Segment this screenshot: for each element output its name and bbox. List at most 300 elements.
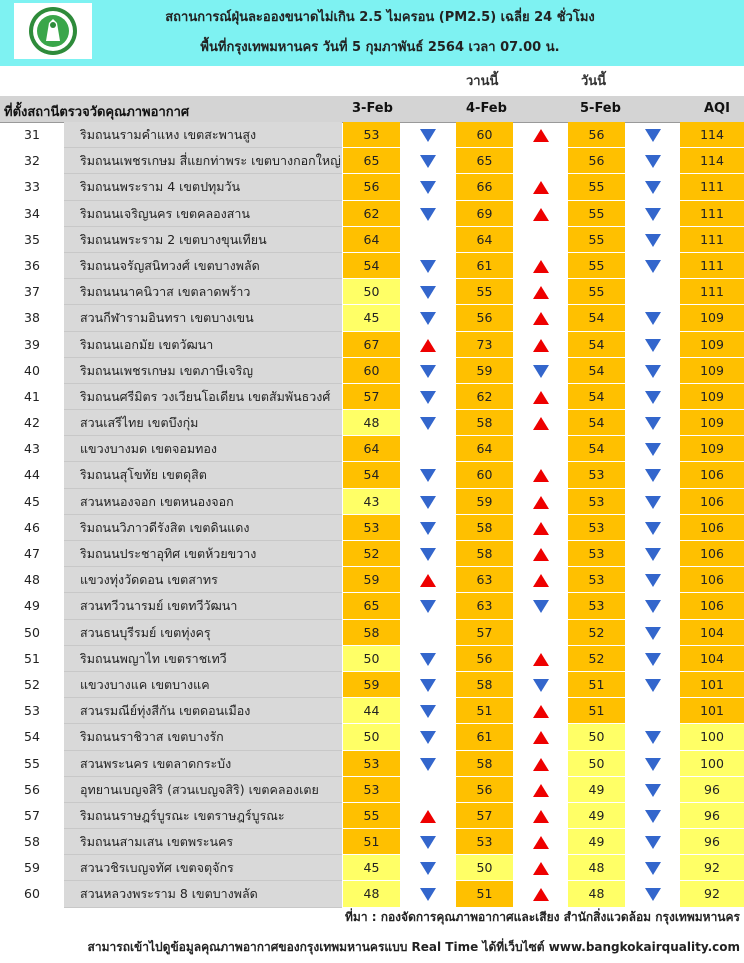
aqi-value: 106 [680, 541, 744, 567]
pm25-3feb: 59 [343, 567, 400, 593]
pm25-3feb: 50 [343, 646, 400, 672]
col-aqi: AQI [704, 101, 730, 116]
station-number: 38 [24, 310, 40, 326]
trend-down-icon [401, 201, 456, 227]
trend-down-icon [401, 253, 456, 279]
pm25-3feb: 43 [343, 489, 400, 515]
bma-logo [14, 3, 92, 59]
pm25-3feb: 53 [343, 122, 400, 148]
trend-none [626, 698, 681, 724]
table-row [0, 777, 744, 803]
title-line-2: พื้นที่กรุงเทพมหานคร วันที่ 5 กุมภาพันธ์ 2564 เวลา 07.00 น. [200, 40, 560, 55]
station-name: ริมถนนพระราม 4 เขตปทุมวัน [64, 174, 342, 200]
pm25-4feb: 50 [456, 855, 513, 881]
pm25-3feb: 59 [343, 672, 400, 698]
pm25-3feb: 57 [343, 384, 400, 410]
trend-down-icon [626, 227, 681, 253]
pm25-3feb: 54 [343, 253, 400, 279]
table-row [0, 253, 744, 279]
aqi-value: 104 [680, 646, 744, 672]
trend-down-icon [626, 384, 681, 410]
pm25-5feb: 55 [568, 279, 625, 305]
station-number: 39 [24, 336, 40, 352]
pm25-3feb: 50 [343, 724, 400, 750]
pm25-4feb: 61 [456, 253, 513, 279]
trend-down-icon [626, 253, 681, 279]
aqi-value: 101 [680, 672, 744, 698]
pm25-5feb: 55 [568, 174, 625, 200]
table-row [0, 122, 744, 148]
pm25-3feb: 62 [343, 201, 400, 227]
pm25-4feb: 51 [456, 881, 513, 907]
pm25-5feb: 55 [568, 201, 625, 227]
pm25-3feb: 52 [343, 541, 400, 567]
table-row [0, 279, 744, 305]
aqi-value: 114 [680, 148, 744, 174]
trend-none [401, 620, 456, 646]
pm25-5feb: 55 [568, 253, 625, 279]
station-name: แขวงทุ่งวัดดอน เขตสาทร [64, 567, 342, 593]
trend-down-icon [401, 593, 456, 619]
pm25-5feb: 53 [568, 515, 625, 541]
trend-down-icon [626, 436, 681, 462]
trend-down-icon [401, 672, 456, 698]
station-number: 52 [24, 676, 40, 692]
trend-down-icon [401, 122, 456, 148]
station-number: 60 [24, 886, 40, 902]
station-name: ริมถนนเพชรเกษม เขตภาษีเจริญ [64, 358, 342, 384]
station-name: สวนหลวงพระราม 8 เขตบางพลัด [64, 881, 342, 907]
trend-down-icon [626, 148, 681, 174]
pm25-4feb: 60 [456, 122, 513, 148]
trend-up-icon [514, 489, 569, 515]
trend-down-icon [401, 462, 456, 488]
table-row [0, 541, 744, 567]
station-number: 47 [24, 546, 40, 561]
trend-up-icon [401, 567, 456, 593]
pm25-3feb: 48 [343, 881, 400, 907]
trend-down-icon [401, 881, 456, 907]
pm25-5feb: 52 [568, 620, 625, 646]
trend-down-icon [401, 646, 456, 672]
trend-down-icon [626, 724, 681, 750]
station-name: ริมถนนจรัญสนิทวงศ์ เขตบางพลัด [64, 253, 342, 279]
pm25-5feb: 53 [568, 567, 625, 593]
table-row [0, 305, 744, 331]
station-name: ริมถนนสุโขทัย เขตดุสิต [64, 462, 342, 488]
pm25-4feb: 57 [456, 803, 513, 829]
station-name: สวนเสรีไทย เขตบึงกุ่ม [64, 410, 342, 436]
aqi-value: 100 [680, 724, 744, 750]
pm25-5feb: 53 [568, 593, 625, 619]
pm25-4feb: 64 [456, 436, 513, 462]
pm25-3feb: 54 [343, 462, 400, 488]
trend-down-icon [401, 489, 456, 515]
aqi-value: 109 [680, 436, 744, 462]
pm25-5feb: 52 [568, 646, 625, 672]
aqi-value: 92 [680, 855, 744, 881]
trend-up-icon [514, 751, 569, 777]
table-row [0, 227, 744, 253]
aqi-value: 101 [680, 698, 744, 724]
pm25-4feb: 57 [456, 620, 513, 646]
table-row [0, 332, 744, 358]
trend-up-icon [514, 305, 569, 331]
trend-up-icon [514, 724, 569, 750]
report-header [0, 0, 744, 66]
trend-down-icon [626, 567, 681, 593]
table-row [0, 384, 744, 410]
pm25-4feb: 60 [456, 462, 513, 488]
pm25-4feb: 51 [456, 698, 513, 724]
trend-down-icon [514, 593, 569, 619]
trend-down-icon [514, 358, 569, 384]
pm25-3feb: 53 [343, 751, 400, 777]
trend-up-icon [514, 541, 569, 567]
aqi-value: 106 [680, 515, 744, 541]
subheader-today: วันนี้ [581, 74, 607, 89]
trend-none [514, 227, 569, 253]
pm25-3feb: 50 [343, 279, 400, 305]
trend-down-icon [626, 646, 681, 672]
trend-down-icon [401, 515, 456, 541]
trend-none [514, 148, 569, 174]
pm25-4feb: 59 [456, 358, 513, 384]
pm25-5feb: 54 [568, 384, 625, 410]
table-row [0, 201, 744, 227]
station-name: ริมถนนรามคำแหง เขตสะพานสูง [64, 122, 342, 148]
aqi-value: 111 [680, 253, 744, 279]
station-table [0, 122, 744, 908]
trend-down-icon [626, 777, 681, 803]
pm25-3feb: 44 [343, 698, 400, 724]
station-name: ริมถนนราชิวาส เขตบางรัก [64, 724, 342, 750]
table-row [0, 436, 744, 462]
table-row [0, 567, 744, 593]
aqi-value: 111 [680, 227, 744, 253]
pm25-3feb: 45 [343, 305, 400, 331]
trend-down-icon [514, 672, 569, 698]
pm25-4feb: 63 [456, 593, 513, 619]
trend-up-icon [514, 253, 569, 279]
pm25-4feb: 53 [456, 829, 513, 855]
table-row [0, 358, 744, 384]
table-row [0, 593, 744, 619]
trend-down-icon [626, 332, 681, 358]
aqi-value: 106 [680, 489, 744, 515]
station-number: 46 [24, 519, 40, 535]
trend-up-icon [514, 777, 569, 803]
station-number: 43 [24, 441, 40, 457]
pm25-4feb: 58 [456, 751, 513, 777]
station-name: ริมถนนราษฎร์บูรณะ เขตราษฎร์บูรณะ [64, 803, 342, 829]
pm25-5feb: 54 [568, 410, 625, 436]
trend-none [401, 227, 456, 253]
station-number: 59 [24, 860, 40, 876]
station-number: 53 [24, 703, 40, 719]
station-name: ริมถนนเอกมัย เขตวัฒนา [64, 332, 342, 358]
aqi-value: 106 [680, 567, 744, 593]
trend-down-icon [626, 515, 681, 541]
aqi-value: 114 [680, 122, 744, 148]
aqi-value: 100 [680, 751, 744, 777]
pm25-4feb: 59 [456, 489, 513, 515]
aqi-value: 109 [680, 358, 744, 384]
pm25-4feb: 55 [456, 279, 513, 305]
pm25-5feb: 53 [568, 541, 625, 567]
pm25-4feb: 69 [456, 201, 513, 227]
trend-down-icon [626, 881, 681, 907]
pm25-3feb: 67 [343, 332, 400, 358]
station-number: 58 [24, 834, 40, 850]
trend-down-icon [626, 201, 681, 227]
pm25-4feb: 56 [456, 646, 513, 672]
station-name: ริมถนนเพชรเกษม สี่แยกท่าพระ เขตบางกอกใหญ่ [64, 148, 342, 174]
station-number: 51 [24, 650, 40, 666]
station-number: 48 [24, 572, 40, 588]
pm25-5feb: 48 [568, 855, 625, 881]
pm25-5feb: 56 [568, 122, 625, 148]
title-line-1: สถานการณ์ฝุ่นละอองขนาดไม่เกิน 2.5 ไมครอน (PM2.5) เฉลี่ย 24 ชั่วโมง [165, 10, 595, 25]
pm25-5feb: 48 [568, 881, 625, 907]
station-name: สวนวชิรเบญจทัศ เขตจตุจักร [64, 855, 342, 881]
pm25-4feb: 61 [456, 724, 513, 750]
station-number: 35 [24, 231, 40, 247]
pm25-5feb: 50 [568, 751, 625, 777]
trend-down-icon [626, 410, 681, 436]
station-number: 32 [24, 153, 40, 169]
pm25-5feb: 54 [568, 332, 625, 358]
trend-down-icon [401, 698, 456, 724]
trend-none [401, 436, 456, 462]
station-name: สวนพระนคร เขตลาดกระบัง [64, 751, 342, 777]
pm25-5feb: 55 [568, 227, 625, 253]
pm25-4feb: 62 [456, 384, 513, 410]
station-name: สวนรมณีย์ทุ่งสีกัน เขตดอนเมือง [64, 698, 342, 724]
pm25-3feb: 53 [343, 777, 400, 803]
col-station: ที่ตั้งสถานีตรวจวัดคุณภาพอากาศ [4, 105, 190, 120]
pm25-4feb: 58 [456, 541, 513, 567]
pm25-4feb: 58 [456, 515, 513, 541]
station-number: 42 [24, 415, 40, 431]
station-number: 45 [24, 493, 40, 509]
trend-down-icon [626, 593, 681, 619]
station-number: 40 [24, 362, 40, 378]
station-number: 50 [24, 624, 40, 640]
pm25-3feb: 45 [343, 855, 400, 881]
aqi-value: 106 [680, 593, 744, 619]
aqi-value: 111 [680, 174, 744, 200]
table-row [0, 174, 744, 200]
aqi-value: 109 [680, 305, 744, 331]
station-number: 44 [24, 467, 40, 483]
table-row [0, 724, 744, 750]
pm25-4feb: 56 [456, 305, 513, 331]
pm25-3feb: 64 [343, 227, 400, 253]
pm25-3feb: 64 [343, 436, 400, 462]
source-note: ที่มา : กองจัดการคุณภาพอากาศและเสียง สำนักสิ่งแวดล้อม กรุงเทพมหานคร [345, 910, 740, 924]
trend-none [626, 279, 681, 305]
station-number: 54 [24, 729, 40, 745]
table-row [0, 829, 744, 855]
column-header-row [0, 96, 744, 123]
station-number: 57 [24, 807, 40, 823]
station-name: สวนกีฬารามอินทรา เขตบางเขน [64, 305, 342, 331]
station-number: 55 [24, 755, 40, 771]
aqi-value: 96 [680, 777, 744, 803]
pm25-4feb: 66 [456, 174, 513, 200]
pm25-5feb: 49 [568, 777, 625, 803]
trend-up-icon [514, 646, 569, 672]
trend-down-icon [401, 751, 456, 777]
trend-down-icon [401, 855, 456, 881]
aqi-value: 104 [680, 620, 744, 646]
station-name: แขวงบางมด เขตจอมทอง [64, 436, 342, 462]
station-name: ริมถนนศรีมิตร วงเวียนโอเดียน เขตสัมพันธวงศ์ [64, 384, 342, 410]
trend-down-icon [626, 305, 681, 331]
trend-down-icon [401, 148, 456, 174]
trend-up-icon [514, 567, 569, 593]
pm25-3feb: 55 [343, 803, 400, 829]
pm25-4feb: 73 [456, 332, 513, 358]
trend-none [514, 436, 569, 462]
aqi-value: 109 [680, 332, 744, 358]
trend-up-icon [514, 698, 569, 724]
pm25-5feb: 54 [568, 436, 625, 462]
station-number: 31 [24, 127, 40, 142]
pm25-5feb: 56 [568, 148, 625, 174]
pm25-3feb: 58 [343, 620, 400, 646]
trend-up-icon [514, 201, 569, 227]
trend-up-icon [514, 803, 569, 829]
trend-down-icon [626, 672, 681, 698]
trend-down-icon [626, 620, 681, 646]
table-row [0, 515, 744, 541]
pm25-3feb: 53 [343, 515, 400, 541]
station-number: 41 [24, 388, 40, 404]
trend-down-icon [401, 279, 456, 305]
aqi-value: 109 [680, 410, 744, 436]
trend-up-icon [514, 174, 569, 200]
trend-down-icon [626, 751, 681, 777]
table-row [0, 620, 744, 646]
aqi-value: 96 [680, 829, 744, 855]
trend-down-icon [626, 829, 681, 855]
station-number: 33 [24, 179, 40, 195]
aqi-value: 92 [680, 881, 744, 907]
trend-up-icon [514, 881, 569, 907]
trend-down-icon [626, 462, 681, 488]
col-date-2: 4-Feb [466, 101, 507, 116]
aqi-value: 109 [680, 384, 744, 410]
trend-up-icon [514, 462, 569, 488]
station-number: 36 [24, 257, 40, 273]
trend-up-icon [514, 332, 569, 358]
station-name: ริมถนนสามเสน เขตพระนคร [64, 829, 342, 855]
pm25-5feb: 53 [568, 489, 625, 515]
pm25-3feb: 56 [343, 174, 400, 200]
pm25-4feb: 58 [456, 410, 513, 436]
station-name: ริมถนนประชาอุทิศ เขตห้วยขวาง [64, 541, 342, 567]
trend-up-icon [514, 829, 569, 855]
station-name: สวนหนองจอก เขตหนองจอก [64, 489, 342, 515]
trend-up-icon [514, 410, 569, 436]
trend-down-icon [401, 305, 456, 331]
col-date-3: 5-Feb [580, 101, 621, 116]
trend-up-icon [401, 803, 456, 829]
table-row [0, 855, 744, 881]
trend-down-icon [401, 358, 456, 384]
table-row [0, 646, 744, 672]
table-row [0, 803, 744, 829]
bma-seal-icon [14, 3, 92, 59]
trend-down-icon [401, 174, 456, 200]
subheader-yesterday: วานนี้ [466, 74, 499, 89]
table-row [0, 148, 744, 174]
station-number: 37 [24, 284, 40, 300]
station-number: 34 [24, 205, 40, 221]
aqi-value: 106 [680, 462, 744, 488]
trend-none [401, 777, 456, 803]
pm25-3feb: 51 [343, 829, 400, 855]
table-row [0, 462, 744, 488]
trend-up-icon [514, 279, 569, 305]
pm25-4feb: 56 [456, 777, 513, 803]
station-name: ริมถนนวิภาวดีรังสิต เขตดินแดง [64, 515, 342, 541]
station-name: แขวงบางแค เขตบางแค [64, 672, 342, 698]
trend-up-icon [514, 515, 569, 541]
station-name: ริมถนนพญาไท เขตราชเทวี [64, 646, 342, 672]
station-name: ริมถนนพระราม 2 เขตบางขุนเทียน [64, 227, 342, 253]
aqi-value: 96 [680, 803, 744, 829]
trend-down-icon [401, 384, 456, 410]
trend-down-icon [626, 803, 681, 829]
trend-down-icon [626, 541, 681, 567]
pm25-5feb: 53 [568, 462, 625, 488]
pm25-5feb: 54 [568, 358, 625, 384]
trend-down-icon [401, 541, 456, 567]
pm25-5feb: 54 [568, 305, 625, 331]
table-row [0, 410, 744, 436]
pm25-4feb: 64 [456, 227, 513, 253]
pm25-3feb: 60 [343, 358, 400, 384]
station-name: สวนทวีวนารมย์ เขตทวีวัฒนา [64, 593, 342, 619]
trend-up-icon [401, 332, 456, 358]
pm25-5feb: 49 [568, 829, 625, 855]
trend-down-icon [626, 855, 681, 881]
trend-none [514, 620, 569, 646]
station-number: 56 [24, 781, 40, 797]
station-name: อุทยานเบญจสิริ (สวนเบญจสิริ) เขตคลองเตย [64, 777, 342, 803]
trend-down-icon [626, 358, 681, 384]
trend-down-icon [401, 829, 456, 855]
pm25-5feb: 50 [568, 724, 625, 750]
trend-down-icon [401, 724, 456, 750]
station-name: ริมถนนเจริญนคร เขตคลองสาน [64, 201, 342, 227]
pm25-5feb: 51 [568, 698, 625, 724]
pm25-4feb: 65 [456, 148, 513, 174]
station-number: 49 [24, 598, 40, 614]
realtime-note: สามารถเข้าไปดูข้อมูลคุณภาพอากาศของกรุงเทพมหานครแบบ Real Time ได้ที่เว็บไซต์ www.bangkokairquality.com [87, 940, 740, 954]
pm25-5feb: 49 [568, 803, 625, 829]
station-name: สวนธนบุรีรมย์ เขตทุ่งครุ [64, 620, 342, 646]
table-row [0, 751, 744, 777]
pm25-3feb: 48 [343, 410, 400, 436]
trend-up-icon [514, 384, 569, 410]
aqi-value: 111 [680, 201, 744, 227]
table-row [0, 881, 744, 907]
table-row [0, 672, 744, 698]
